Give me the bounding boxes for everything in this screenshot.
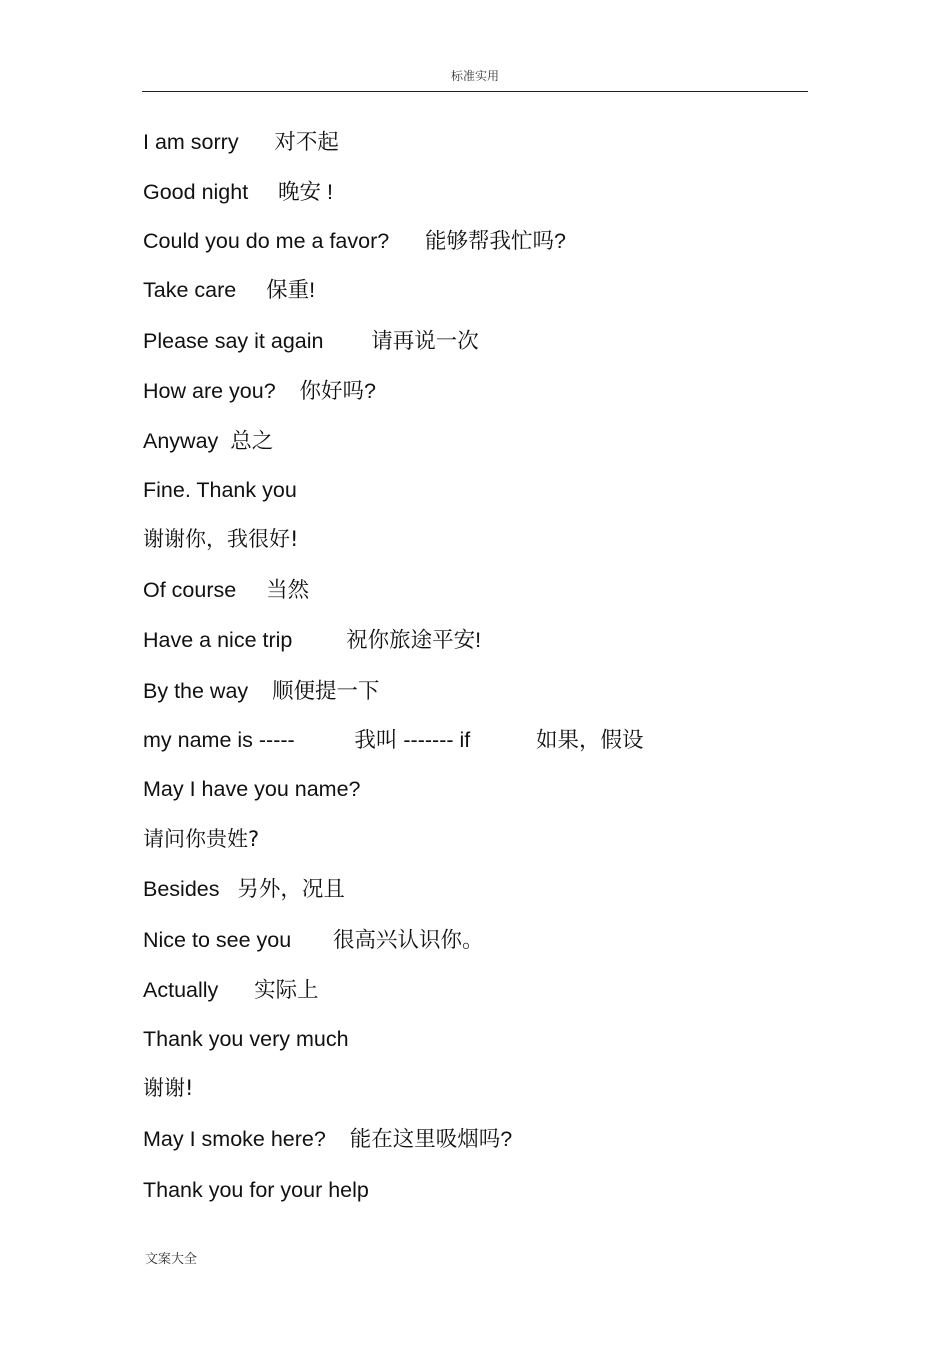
phrase-line-17: Nice to see you 很高兴认识你。 — [143, 928, 484, 952]
phrase-line-21: May I smoke here? 能在这里吸烟吗? — [143, 1127, 513, 1151]
phrase-line-13: my name is ----- 我叫 ------- if 如果，假设 — [143, 728, 644, 752]
phrase-line-10: Of course 当然 — [143, 578, 310, 602]
phrase-line-5: Please say it again 请再说一次 — [143, 329, 479, 353]
phrase-line-11: Have a nice trip 祝你旅途平安! — [143, 628, 482, 652]
page-header: 标准实用 — [450, 69, 499, 83]
phrase-line-8: Fine. Thank you — [143, 478, 297, 502]
phrase-line-14: May I have you name? — [143, 777, 361, 801]
phrase-line-7: Anyway 总之 — [143, 429, 274, 453]
phrase-line-4: Take care 保重! — [143, 278, 316, 302]
phrase-line-20: 谢谢! — [143, 1076, 194, 1100]
header-divider — [142, 91, 808, 92]
page-footer: 文案大全 — [145, 1252, 198, 1267]
phrase-line-12: By the way 顺便提一下 — [143, 679, 380, 703]
phrase-line-1: I am sorry 对不起 — [143, 130, 339, 154]
phrase-line-16: Besides 另外，况且 — [143, 877, 345, 901]
phrase-line-2: Good night 晚安 ! — [143, 180, 334, 204]
phrase-line-19: Thank you very much — [143, 1027, 349, 1051]
phrase-line-6: How are you? 你好吗? — [143, 379, 377, 403]
phrase-line-3: Could you do me a favor? 能够帮我忙吗? — [143, 229, 566, 253]
phrase-line-9: 谢谢你，我很好! — [143, 527, 299, 551]
phrase-line-22: Thank you for your help — [143, 1178, 369, 1202]
phrase-line-15: 请问你贵姓? — [143, 827, 260, 851]
phrase-line-18: Actually 实际上 — [143, 978, 319, 1002]
